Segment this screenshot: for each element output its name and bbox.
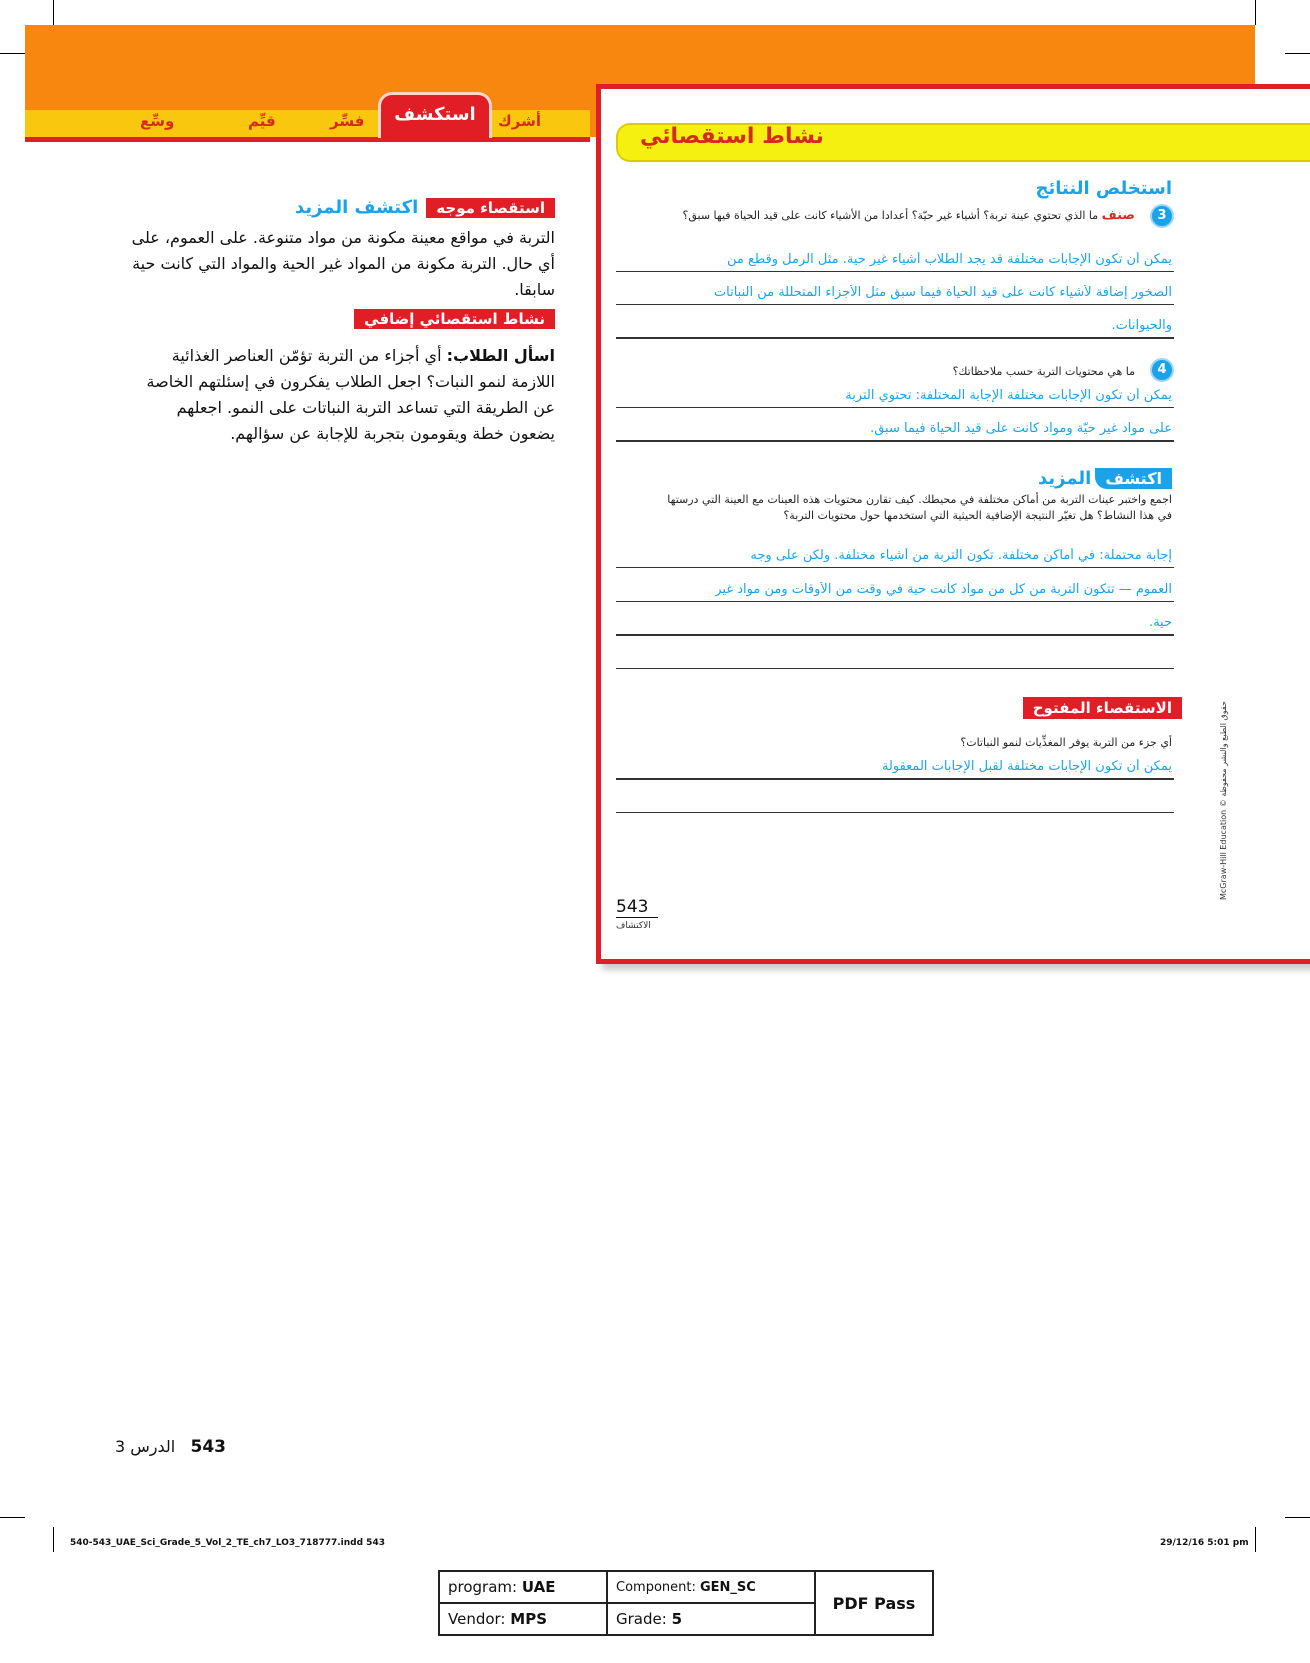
footer-page-number: 543 (190, 1437, 227, 1457)
inner-page-rule (616, 917, 658, 918)
investigation-paragraph (130, 343, 555, 447)
explore-more-text: اجمع واختبر عينات التربة من أماكن مختلفة في محيطك. كيف تقارن محتويات هذه العينات مع العينة التي درستها في هذا النشاط؟ هل تغيّر النتيجة الإضافية الحيثية التي استخدمها حول محتويات التربة؟ (667, 493, 1172, 522)
vertical-credit: McGraw-Hill Education © حقوق الطبع والنشر محفوظة (1219, 701, 1228, 900)
explore-answer-1: إجابة محتملة: في أماكن مختلفة. تكون التربة من أشياء مختلفة. ولكن على وجه (750, 548, 1172, 563)
inner-page-number: 543 (616, 897, 649, 917)
answer-line (616, 407, 1174, 408)
tab-explain: فسِّر (330, 112, 365, 130)
footer-page (115, 1437, 226, 1457)
grade-value: 5 (671, 1610, 683, 1628)
question-4-answer-2: على مواد غير حيّة ومواد كانت على قيد الحياة فيما سبق. (870, 421, 1172, 436)
component-value: GEN_SC (700, 1579, 756, 1595)
inner-page-label: الاكتشاف (616, 921, 651, 931)
question-3-body: ما الذي تحتوي عينة تربة؟ أشياء غير حيّة؟ أعدادا من الأشياء كانت على قيد الحياة فيها سبق؟ (682, 209, 1099, 222)
question-4-answer-1: يمكن أن تكون الإجابات مختلفة الإجابة المختلفة: تحتوي التربة (845, 388, 1172, 403)
explore-answer-3: حية. (1148, 615, 1172, 630)
vendor-label: Vendor: (448, 1610, 506, 1628)
tab-evaluate: قيِّم (248, 112, 276, 130)
print-info-table (438, 1570, 934, 1636)
question-4-number: 4 (1150, 358, 1174, 382)
question-3-number: 3 (1150, 204, 1174, 228)
answer-line (616, 812, 1174, 813)
answer-line (616, 634, 1174, 636)
crop-mark (1285, 53, 1310, 54)
tab-extend: وسِّع (140, 112, 175, 130)
tab-explore: استكشف (378, 92, 492, 138)
question-3-answer-3: والحيوانات. (1111, 318, 1172, 333)
tab-underline (25, 137, 590, 142)
program-label: program: (448, 1578, 518, 1596)
question-3-answer-2: الصخور إضافة لأشياء كانت على قيد الحياة فيما سبق مثل الأجزاء المتحللة من النباتات (713, 285, 1172, 300)
answer-line (616, 337, 1174, 339)
pdf-pass-status: PDF Pass (815, 1571, 933, 1635)
program-value: UAE (521, 1578, 556, 1596)
answer-line (616, 304, 1174, 305)
answer-line (616, 778, 1174, 780)
answer-line (616, 668, 1174, 669)
question-3-answer-1: يمكن أن تكون الإجابات مختلفة قد يجد الطلاب أشياء غير حية. مثل الرمل وقطع من (726, 252, 1172, 267)
activity-title: نشاط استقصائي (640, 124, 824, 149)
guided-inquiry-header (295, 197, 555, 218)
ask-students-lead: اسأل الطلاب: (446, 346, 555, 365)
crop-mark (1285, 1517, 1310, 1518)
answer-line (616, 440, 1174, 442)
grade-label: Grade: (616, 1610, 667, 1628)
open-inquiry-question: أي جزء من التربة يوفر المغذِّيات لنمو النباتات؟ (960, 736, 1172, 749)
crop-mark (1255, 0, 1256, 25)
additional-investigation-label: نشاط استقصائي إضافي (354, 309, 555, 329)
question-3-keyword: صنف (1101, 208, 1135, 223)
program-cell (439, 1571, 607, 1603)
guided-inquiry-label: استقصاء موجه (426, 198, 555, 218)
tab-engage: أشرك (498, 112, 541, 130)
open-inquiry-label: الاستقصاء المفتوح (1023, 697, 1182, 719)
crop-mark (1255, 1527, 1256, 1552)
explore-more-word: المزيد (1037, 468, 1092, 489)
open-inquiry-answer: يمكن أن تكون الإجابات مختلفة لقبل الإجابات المعقولة (881, 759, 1172, 774)
grade-cell (607, 1603, 815, 1635)
answer-line (616, 271, 1174, 272)
answer-line (616, 601, 1174, 602)
question-3-text (615, 208, 1135, 224)
explore-more-header (1038, 468, 1172, 489)
footer-lesson: الدرس 3 (115, 1437, 176, 1456)
crop-mark (53, 0, 54, 25)
vendor-cell (439, 1603, 607, 1635)
explore-more-pill: اكتشف (1095, 468, 1172, 489)
component-label: Component: (616, 1579, 696, 1595)
investigation-text: أي أجزاء من التربة تؤمّن العناصر الغذائية اللازمة لنمو النبات؟ اجعل الطلاب يفكرون في إسئلتهم الخاصة عن الطريقة التي تساعد التربة النباتات على النمو. اجعلهم يضعون خطة ويقومون بتجربة للإجابة عن سؤالهم. (146, 346, 555, 443)
guided-paragraph: التربة في مواقع معينة مكونة من مواد متنوعة. على العموم، على أي حال. التربة مكونة من المواد غير الحية والمواد التي كانت حية سابقا. (131, 228, 555, 299)
conclusions-title: استخلص النتائج (1035, 178, 1172, 199)
slug-date: 29/12/16 5:01 pm (1160, 1538, 1249, 1548)
question-4-text: ما هي محتويات التربة حسب ملاحظاتك؟ (952, 365, 1135, 378)
explore-more-heading: اكتشف المزيد (294, 197, 419, 218)
answer-line (616, 567, 1174, 568)
explore-answer-2: العموم — تتكون التربة من كل من مواد كانت حية في وقت من الأوقات ومن مواد غير (715, 582, 1172, 597)
crop-mark (53, 1527, 54, 1552)
component-cell (607, 1571, 815, 1603)
slug-filename: 540-543_UAE_Sci_Grade_5_Vol_2_TE_ch7_LO3_718777.indd 543 (70, 1538, 385, 1548)
crop-mark (0, 53, 25, 54)
crop-mark (0, 1517, 25, 1518)
vendor-value: MPS (510, 1610, 548, 1628)
